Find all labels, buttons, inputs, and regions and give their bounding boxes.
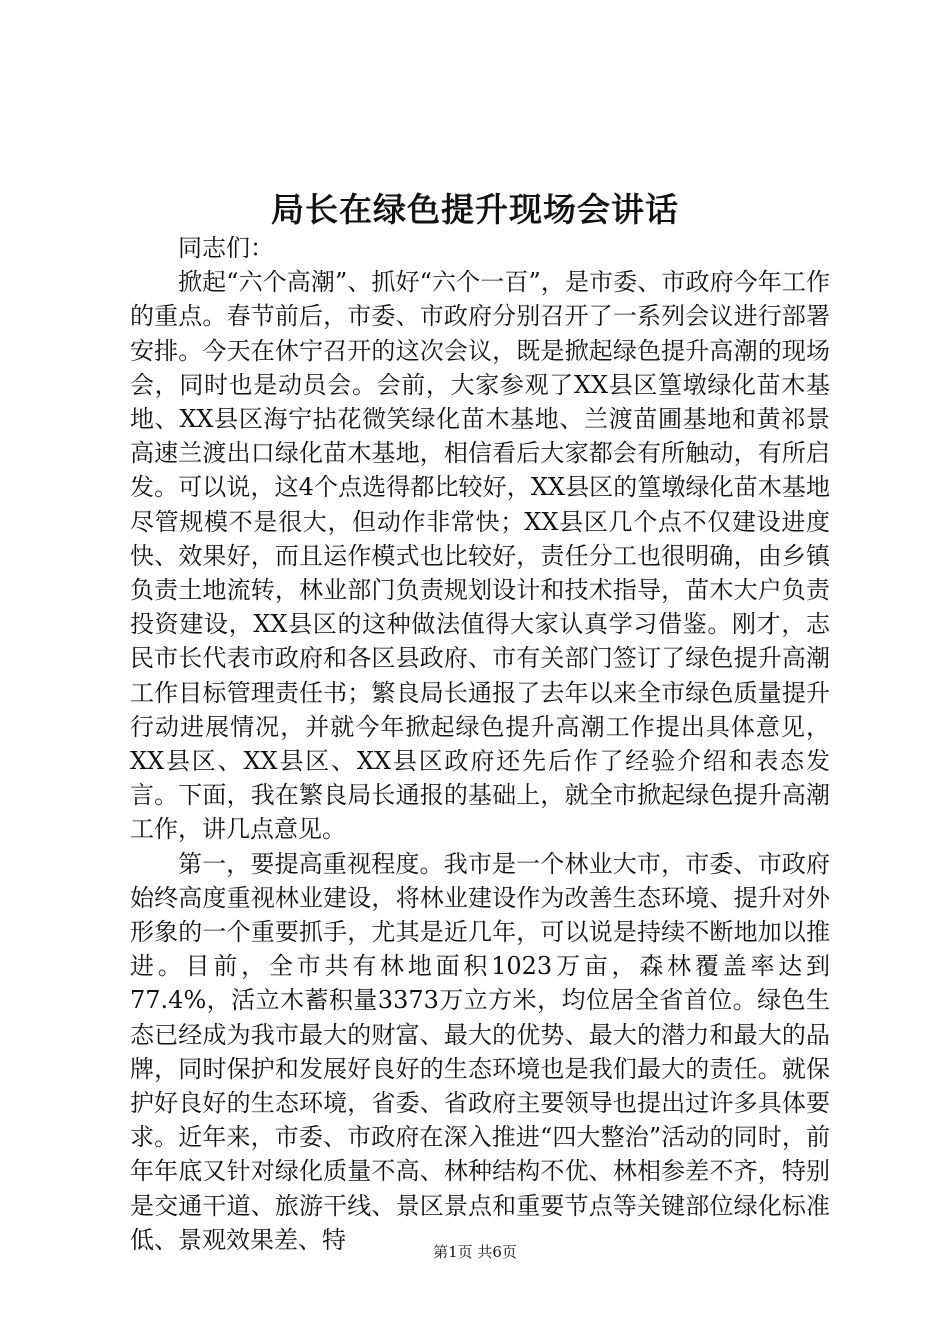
document-title: 局长在绿色提升现场会讲话 — [271, 190, 679, 229]
page-footer: 第1页 共6页 — [433, 1243, 517, 1261]
salutation: 同志们： — [178, 234, 274, 262]
paragraph-2: 第一，要提高重视程度。我市是一个林业大市，市委、市政府始终高度重视林业建设，将林业建设作为改善生态环境、提升对外形象的一个重要抓手，尤其是近几年，可以说是持续不断地加以推进。目前，全市共有林地面积1023万亩，森林覆盖率达到77.4%，活立木蓄积量3373万立方米，均位居全省首位。绿色生态已经成为我市最大的财富、最大的优势、最大的潜力和最大的品牌，同时保护和发展好良好的生态环境也是我们最大的责任。就保护好良好的生态环境，省委、省政府主要领导也提出过许多具体要求。近年来，市委、市政府在深入推进“四大整治”活动的同时，前年年底又针对绿化质量不高、林种结构不优、林相参差不齐，特别是交通干道、旅游干线、景区景点和重要节点等关键部位绿化标准低、景观效果差、特 — [130, 849, 830, 1254]
paragraph-1: 掀起“六个高潮”、抓好“六个一百”，是市委、市政府今年工作的重点。春节前后，市委、市政府分别召开了一系列会议进行部署安排。今天在休宁召开的这次会议，既是掀起绿色提升高潮的现场会，同时也是动员会。会前，大家参观了XX县区篁墩绿化苗木基地、XX县区海宁拈花微笑绿化苗木基地、兰渡苗圃基地和黄祁景高速兰渡出口绿化苗木基地，相信看后大家都会有所触动，有所启发。可以说，这4个点选得都比较好，XX县区的篁墩绿化苗木基地尽管规模不是很大，但动作非常快；XX县区几个点不仅建设进度快、效果好，而且运作模式也比较好，责任分工也很明确，由乡镇负责土地流转，林业部门负责规划设计和技术指导，苗木大户负责投资建设，XX县区的这种做法值得大家认真学习借鉴。刚才，志民市长代表市政府和各区县政府、市有关部门签订了绿色提升高潮工作目标管理责任书；繁良局长通报了去年以来全市绿色质量提升行动进展情况，并就今年掀起绿色提升高潮工作提出具体意见，XX县区、XX县区、XX县区政府还先后作了经验介绍和表态发言。下面，我在繁良局长通报的基础上，就全市掀起绿色提升高潮工作，讲几点意见。 — [130, 268, 830, 844]
document-body — [130, 231, 830, 1257]
